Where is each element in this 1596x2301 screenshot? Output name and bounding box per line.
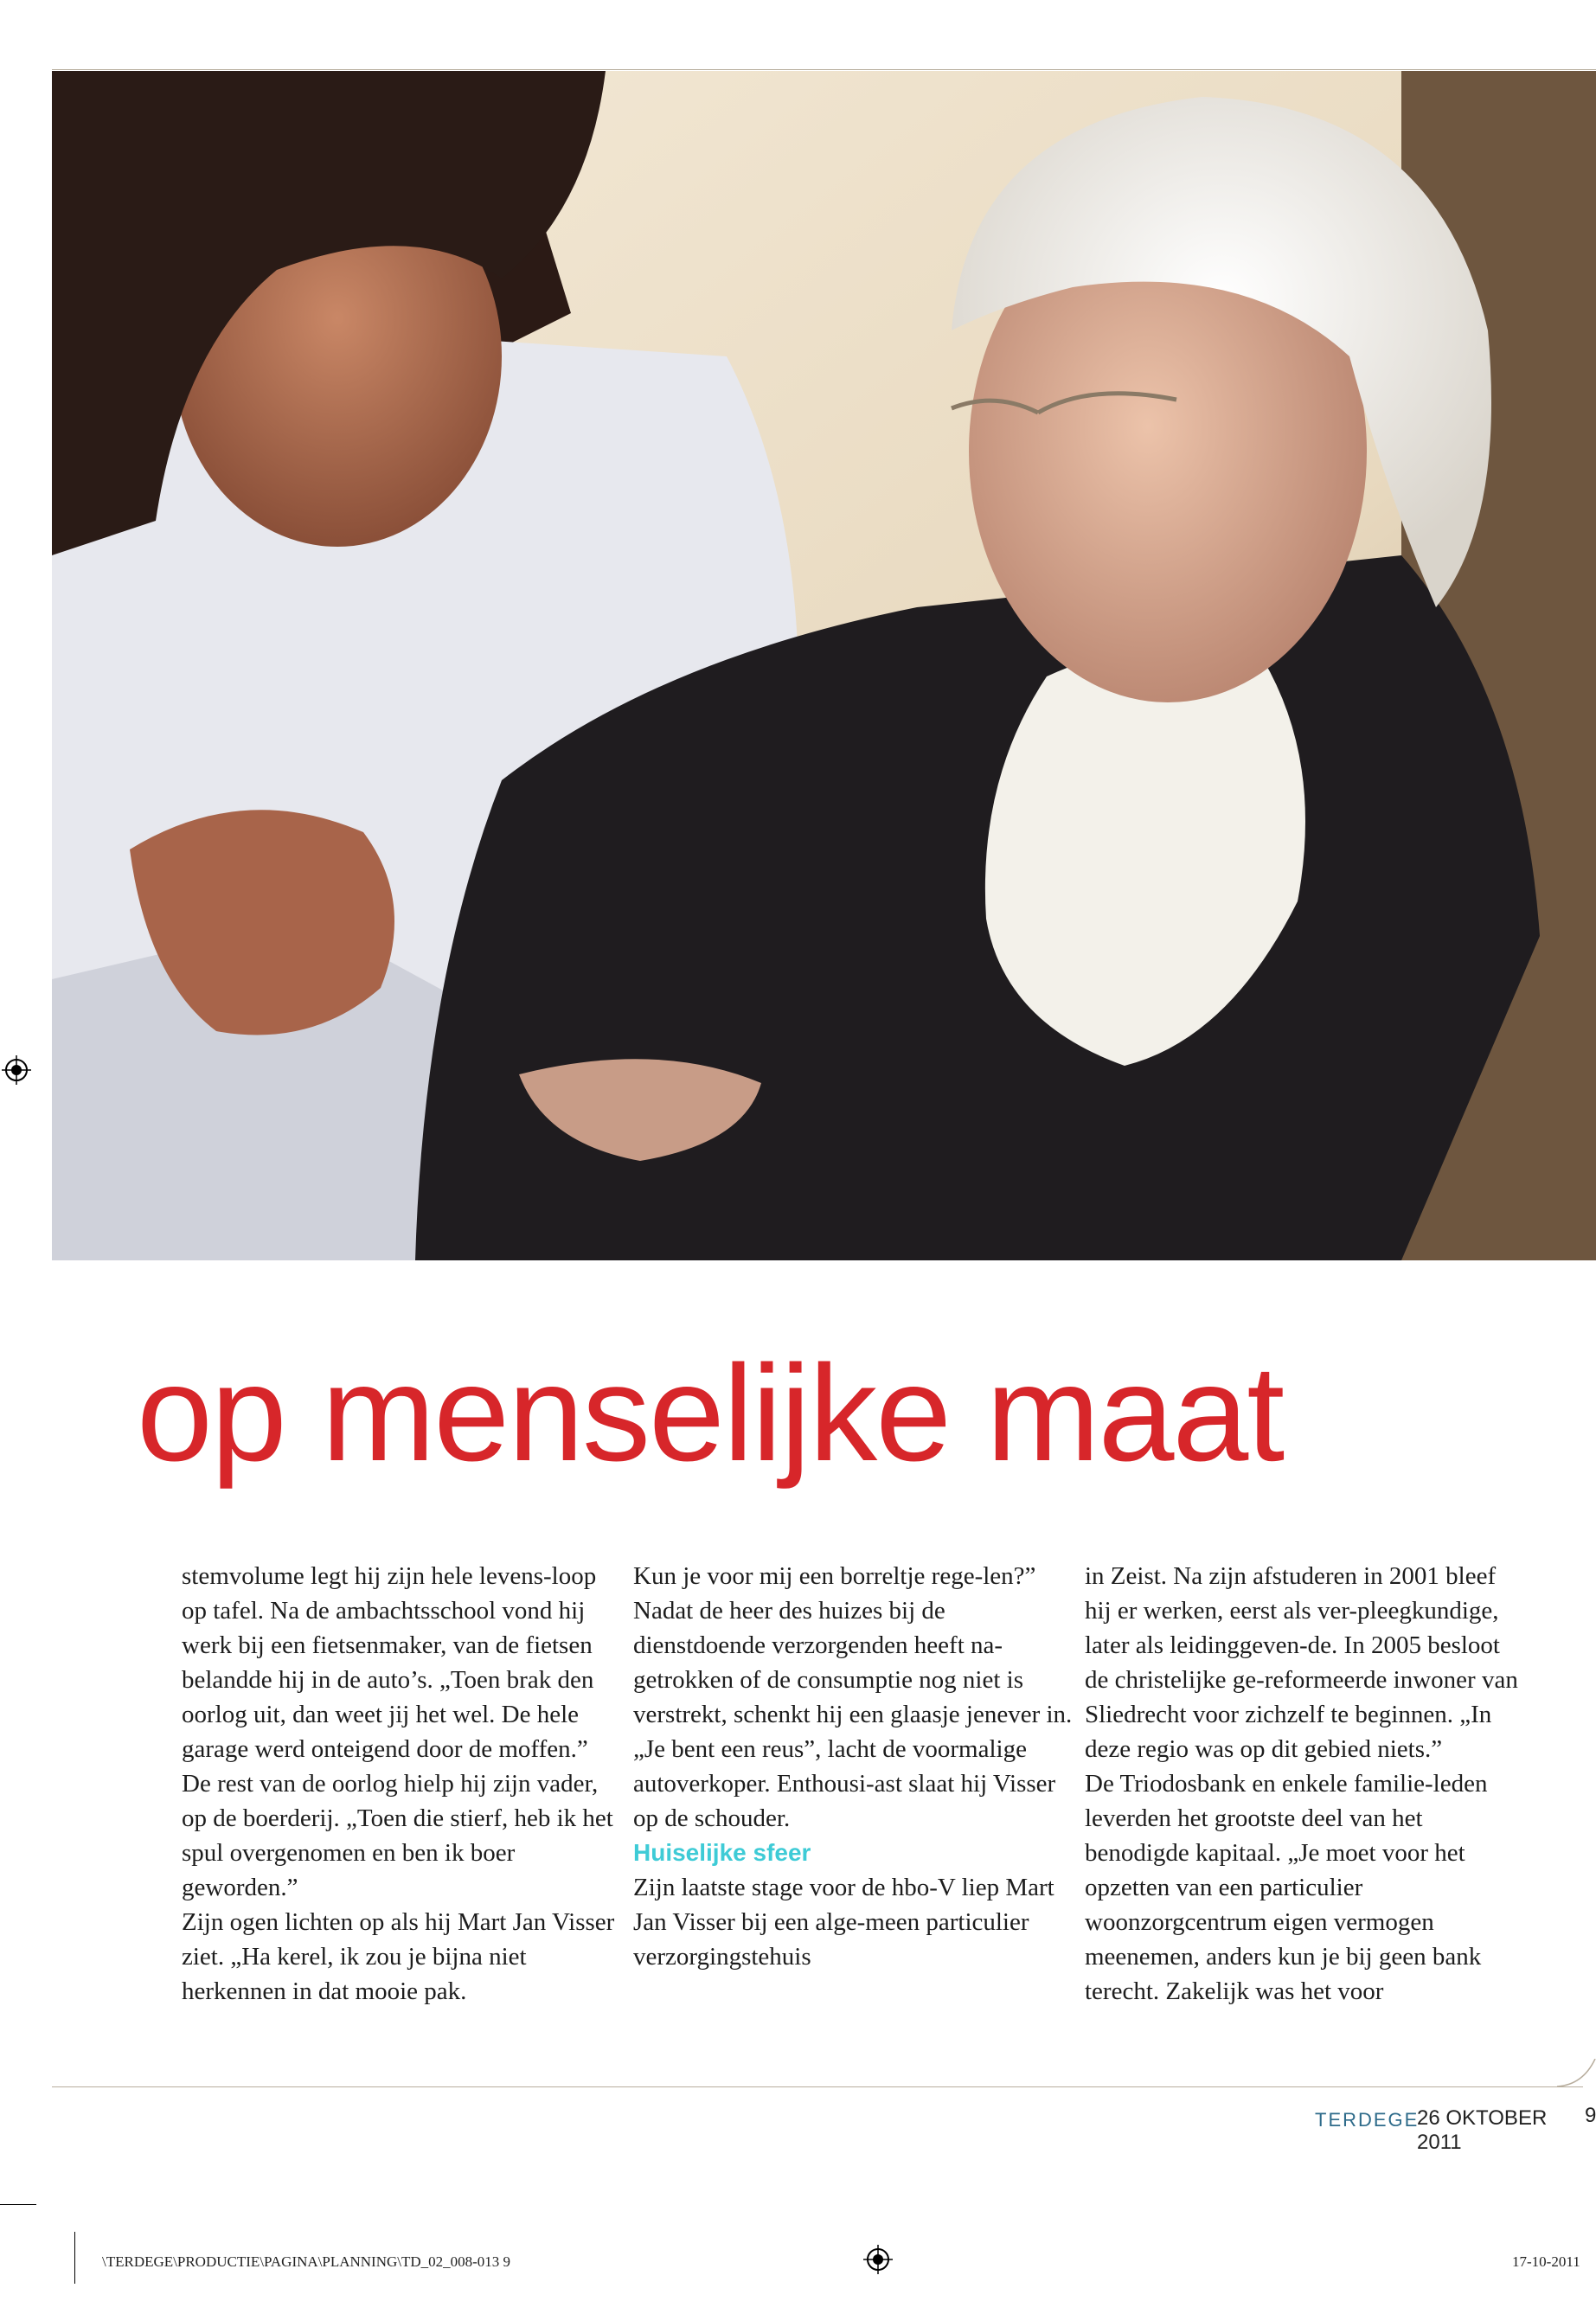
top-trim-line (52, 69, 1596, 70)
photo-caregiver-with-elderly-woman (52, 71, 1596, 1260)
article-headline: op menselijke maat (137, 1337, 1284, 1490)
paragraph: De Triodosbank en enkele familie-leden leverden het grootste deel van het benodigde kapitaal. „Je moet voor het opzetten van een particulier woonzorgcentrum eigen vermogen meenemen, anders kun je bij geen bank terecht. Zakelijk was het voor (1085, 1770, 1488, 2005)
issue-date: 26 OKTOBER 2011 (1417, 2106, 1548, 2154)
registration-mark-icon (863, 2245, 893, 2274)
paragraph: Zijn ogen lichten op als hij Mart Jan Visser ziet. „Ha kerel, ik zou je bijna niet herkennen in dat mooie pak. (182, 1908, 615, 2005)
crop-mark (0, 2204, 36, 2205)
article-column-1 (182, 1559, 623, 2009)
crop-mark (74, 2232, 75, 2284)
article-column-2 (633, 1559, 1074, 1974)
bottom-trim-line (52, 2086, 1583, 2087)
article-column-3 (1085, 1559, 1526, 2009)
corner-curve (1557, 2059, 1596, 2093)
paragraph: Nadat de heer des huizes bij de dienstdoende verzorgenden heeft na-getrokken of de consumptie nog niet is verstrekt, schenkt hij een glaasje jenever in. „Je bent een reus”, lacht de voormalige autoverkoper. Enthousi-ast slaat hij Visser op de schouder. (633, 1597, 1073, 1832)
section-subhead: Huiselijke sfeer (633, 1839, 811, 1866)
page-number: 9 (1585, 2104, 1596, 2127)
magazine-brand: TERDEGE (1315, 2109, 1420, 2131)
paragraph: stemvolume legt hij zijn hele levens-loop op tafel. Na de ambachtsschool vond hij werk bij een fietsenmaker, van de fietsen belandde hij in de auto’s. „Toen brak den oorlog uit, dan weet jij het wel. De hele garage werd onteigend door de moffen.” De rest van de oorlog hielp hij zijn vader, op de boerderij. „Toen die stierf, heb ik het spul overgenomen en ben ik boer geworden.” (182, 1562, 613, 1901)
printer-slug-date: 17-10-2011 (1512, 2253, 1580, 2270)
printer-slug-path: \TERDEGE\PRODUCTIE\PAGINA\PLANNING\TD_02_008-013 9 (102, 2253, 511, 2270)
article-photo (52, 71, 1596, 1260)
paragraph: Zijn laatste stage voor de hbo-V liep Mart Jan Visser bij een alge-meen particulier verzorgingstehuis (633, 1874, 1054, 1971)
paragraph: Kun je voor mij een borreltje rege-len?” (633, 1562, 1036, 1590)
paragraph: in Zeist. Na zijn afstuderen in 2001 bleef hij er werken, eerst als ver-pleegkundige, later als leidinggeven-de. In 2005 besloot de christelijke ge-reformeerde inwoner van Sliedrecht voor zichzelf te beginnen. „In deze regio was op dit gebied niets.” (1085, 1562, 1518, 1763)
registration-mark-icon (2, 1055, 31, 1085)
